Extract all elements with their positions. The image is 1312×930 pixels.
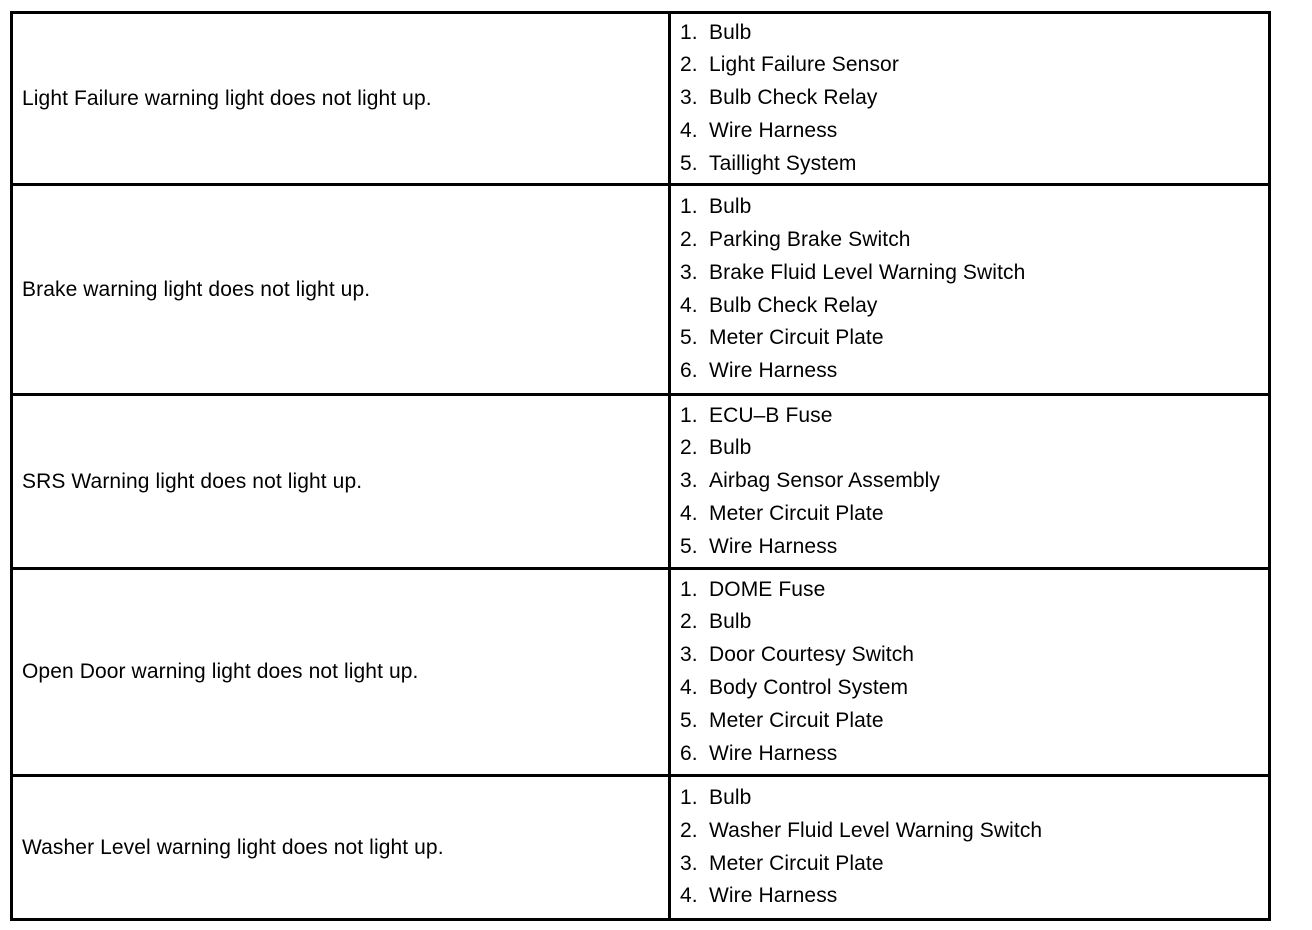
causes-cell xyxy=(670,13,1270,185)
cause-text: Meter Circuit Plate xyxy=(709,326,884,350)
cause-text: Airbag Sensor Assembly xyxy=(709,469,940,493)
cause-number: 1. xyxy=(680,785,698,809)
causes-cell xyxy=(670,185,1270,395)
cause-item xyxy=(680,257,1268,290)
cause-number: 4. xyxy=(680,118,698,142)
cause-item xyxy=(680,432,1268,465)
cause-item xyxy=(680,848,1268,881)
cause-item xyxy=(680,498,1268,531)
cause-item xyxy=(680,355,1268,388)
table-row xyxy=(12,185,1270,395)
cause-number: 5. xyxy=(680,326,698,350)
cause-item xyxy=(680,224,1268,257)
cause-number: 1. xyxy=(680,195,698,219)
cause-text: Taillight System xyxy=(709,151,857,175)
cause-number: 3. xyxy=(680,851,698,875)
cause-number: 1. xyxy=(680,20,698,44)
cause-text: Wire Harness xyxy=(709,884,838,908)
cause-number: 3. xyxy=(680,86,698,110)
symptom-cell: Brake warning light does not light up. xyxy=(12,185,670,395)
causes-cell xyxy=(670,395,1270,569)
cause-text: Bulb Check Relay xyxy=(709,86,878,110)
cause-item xyxy=(680,815,1268,848)
cause-number: 5. xyxy=(680,151,698,175)
cause-number: 3. xyxy=(680,643,698,667)
cause-item xyxy=(680,639,1268,672)
cause-number: 3. xyxy=(680,469,698,493)
cause-number: 1. xyxy=(680,577,698,601)
cause-text: Meter Circuit Plate xyxy=(709,851,884,875)
cause-text: Bulb xyxy=(709,436,752,460)
cause-number: 2. xyxy=(680,436,698,460)
symptom-cell: Open Door warning light does not light up. xyxy=(12,569,670,776)
table-row xyxy=(12,569,1270,776)
cause-number: 6. xyxy=(680,741,698,765)
cause-text: Wire Harness xyxy=(709,118,838,142)
cause-item xyxy=(680,49,1268,82)
cause-text: Meter Circuit Plate xyxy=(709,708,884,732)
cause-number: 4. xyxy=(680,293,698,317)
diagnosis-table xyxy=(10,11,1271,921)
cause-text: Wire Harness xyxy=(709,359,838,383)
cause-text: Parking Brake Switch xyxy=(709,227,911,251)
cause-text: Wire Harness xyxy=(709,534,838,558)
cause-item xyxy=(680,82,1268,115)
cause-text: Bulb xyxy=(709,785,752,809)
cause-number: 1. xyxy=(680,403,698,427)
cause-text: Washer Fluid Level Warning Switch xyxy=(709,818,1043,842)
cause-item xyxy=(680,705,1268,738)
cause-list xyxy=(680,574,1268,771)
cause-number: 5. xyxy=(680,708,698,732)
cause-number: 4. xyxy=(680,884,698,908)
cause-item xyxy=(680,290,1268,323)
cause-text: DOME Fuse xyxy=(709,577,826,601)
cause-text: Brake Fluid Level Warning Switch xyxy=(709,260,1026,284)
cause-item xyxy=(680,465,1268,498)
cause-text: Body Control System xyxy=(709,676,909,699)
cause-item xyxy=(680,191,1268,224)
cause-item xyxy=(680,322,1268,355)
cause-item xyxy=(680,531,1268,564)
cause-number: 4. xyxy=(680,501,698,525)
cause-item xyxy=(680,400,1268,433)
cause-number: 4. xyxy=(680,676,698,699)
cause-item xyxy=(680,115,1268,148)
cause-text: Bulb Check Relay xyxy=(709,293,878,317)
cause-number: 2. xyxy=(680,227,698,251)
symptom-cell: Washer Level warning light does not light up. xyxy=(12,776,670,920)
cause-text: Wire Harness xyxy=(709,741,838,765)
cause-list xyxy=(680,782,1268,913)
cause-text: Door Courtesy Switch xyxy=(709,643,915,667)
cause-list xyxy=(680,400,1268,564)
cause-number: 3. xyxy=(680,260,698,284)
symptom-cell: Light Failure warning light does not light up. xyxy=(12,13,670,185)
cause-item xyxy=(680,880,1268,913)
cause-list xyxy=(680,191,1268,388)
cause-text: Meter Circuit Plate xyxy=(709,501,884,525)
cause-text: Bulb xyxy=(709,195,752,219)
table-row xyxy=(12,395,1270,569)
cause-item xyxy=(680,606,1268,639)
cause-text: ECU–B Fuse xyxy=(709,403,833,427)
cause-item xyxy=(680,782,1268,815)
cause-list xyxy=(680,17,1268,181)
cause-number: 6. xyxy=(680,359,698,383)
cause-number: 5. xyxy=(680,534,698,558)
cause-item xyxy=(680,148,1268,181)
cause-item xyxy=(680,672,1268,705)
symptom-cell: SRS Warning light does not light up. xyxy=(12,395,670,569)
table-row xyxy=(12,776,1270,920)
cause-item xyxy=(680,17,1268,50)
cause-text: Bulb xyxy=(709,610,752,634)
table-row xyxy=(12,13,1270,185)
causes-cell xyxy=(670,569,1270,776)
cause-text: Light Failure Sensor xyxy=(709,53,899,77)
cause-item xyxy=(680,574,1268,607)
cause-number: 2. xyxy=(680,53,698,77)
cause-item xyxy=(680,738,1268,771)
cause-number: 2. xyxy=(680,610,698,634)
causes-cell xyxy=(670,776,1270,920)
cause-number: 2. xyxy=(680,818,698,842)
cause-text: Bulb xyxy=(709,20,752,44)
